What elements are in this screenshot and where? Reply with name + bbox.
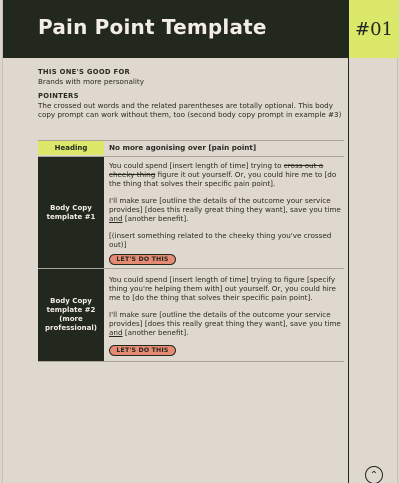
pointers-text: The crossed out words and the related parentheses are totally optional. This body copy prompt can work without them, too (second body copy prompt in example #3) (38, 101, 342, 119)
body-copy-1-paragraph-3: [(insert something related to the cheeky thing you've crossed out)] (109, 231, 332, 249)
template-number-tag: #01 (348, 0, 399, 58)
underlined-and: and (109, 214, 123, 223)
table-rule (38, 361, 344, 362)
good-for-section (38, 68, 344, 86)
body-copy-2-paragraph-1: You could spend [insert length of time] trying to figure [specify thing you're helping them with] out yourself. Or, you could hire me to [do the thing that solves their specific pain point]. (109, 275, 336, 302)
heading-label-cell: Heading (38, 141, 104, 155)
chevron-up-icon: ⌃ (369, 469, 379, 481)
body-copy-2-p2-start: I'll make sure [outline the details of the outcome your service provides] [does this really great thing they want], save you time (109, 310, 341, 328)
lets-do-this-button[interactable]: LET'S DO THIS (109, 254, 176, 265)
body-copy-1-paragraph-2 (109, 196, 344, 223)
body-copy-1-p1-end: figure it out yourself. Or, you could hire me to [do the thing that solves their specific pain point]. (109, 170, 337, 188)
page-title: Pain Point Template (38, 15, 267, 39)
body-copy-1-p2-end: [another benefit]. (122, 214, 189, 223)
pointers-section (38, 92, 344, 119)
body-copy-1-content (109, 161, 344, 265)
crossed-out-text: cross out a cheeky thing (109, 161, 324, 179)
body-copy-2-content (109, 275, 344, 356)
body-copy-1-p2-start: I'll make sure [outline the details of the outcome your service provides] [does this really great thing they want], save you time (109, 196, 341, 214)
body-copy-1-label-cell: Body Copy template #1 (38, 157, 104, 268)
good-for-text: Brands with more personality (38, 77, 144, 86)
body-copy-2-p2-end: [another benefit]. (122, 328, 189, 337)
body-copy-2-label-cell: Body Copy template #2 (more professional) (38, 269, 104, 361)
scroll-up-button[interactable] (365, 466, 383, 483)
pointers-label: POINTERS (38, 92, 79, 100)
document-page (2, 0, 398, 483)
header-bar (3, 0, 348, 58)
good-for-label: THIS ONE'S GOOD FOR (38, 68, 131, 76)
body-copy-1-p1-start: You could spend [insert length of time] trying to (109, 161, 284, 170)
body-copy-2-paragraph-2 (109, 310, 344, 337)
lets-do-this-button[interactable]: LET'S DO THIS (109, 345, 176, 356)
right-rail-divider (348, 58, 349, 483)
heading-example-text: No more agonising over [pain point] (109, 143, 257, 152)
underlined-and: and (109, 328, 123, 337)
body-copy-1-paragraph-1 (109, 161, 344, 188)
